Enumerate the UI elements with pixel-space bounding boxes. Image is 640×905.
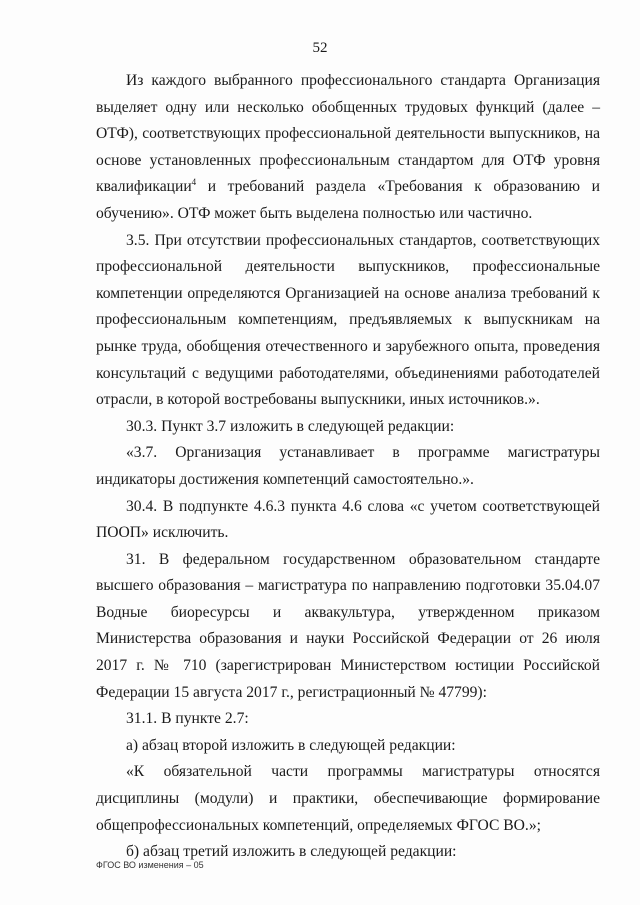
paragraph-30-4: 30.4. В подпункте 4.6.3 пункта 4.6 слова «с учетом соответствующей ПООП» исключить. — [96, 497, 600, 542]
paragraph-30-3: 30.3. Пункт 3.7 изложить в следующей редакции: — [126, 417, 455, 435]
paragraph-3-5: 3.5. При отсутствии профессиональных стандартов, соответствующих профессиональной деятельности выпускников, профессиональные компетенции определяются Организацией на основе анализа требований к профессиональным компетенциям, предъявляемых к выпускникам на рынке труда, обобщения отечественного и зарубежного опыта, проведения консультаций с ведущими работодателями, объединениями работодателей отрасли, в которой востребованы выпускники, иных источников.». — [96, 231, 600, 409]
page-number: 52 — [312, 40, 328, 56]
document-body — [96, 68, 600, 866]
paragraph-otf-selection — [96, 68, 600, 228]
paragraph-3-7-quote: «3.7. Организация устанавливает в программе магистратуры индикаторы достижения компетенций самостоятельно.». — [96, 444, 600, 488]
paragraph-item-a-quote: «К обязательной части программы магистратуры относятся дисциплины (модули) и практики, обеспечивающие формирование общепрофессиональных компетенций, определяемых ФГОС ВО.»; — [96, 763, 600, 834]
footnote-marker: 4 — [191, 177, 197, 188]
page-footer: ФГОС ВО изменения – 05 — [96, 860, 204, 870]
paragraph-item-a: а) абзац второй изложить в следующей редакции: — [126, 736, 456, 754]
paragraph-text-tail: и требований раздела «Требования к образованию и обучению». ОТФ может быть выделена полностью или частично. — [96, 178, 600, 222]
paragraph-31-1: 31.1. В пункте 2.7: — [126, 710, 249, 728]
paragraph-item-b: б) абзац третий изложить в следующей редакции: — [126, 843, 457, 861]
paragraph-31: 31. В федеральном государственном образовательном стандарте высшего образования – магистратура по направлению подготовки 35.04.07 Водные биоресурсы и аквакультура, утвержденном приказом Министерства образования и науки Российской Федерации от 26 июля 2017 г. № 710 (зарегистрирован Министерством юстиции Российской Федерации 15 августа 2017 г., регистрационный № 47799): — [96, 550, 600, 701]
paragraph-text: Из каждого выбранного профессионального стандарта Организация выделяет одну или несколько обобщенных трудовых функций (далее – ОТФ), соответствующих профессиональной деятельности выпускников, на основе установленных профессиональным стандартом для ОТФ уровня квалификации — [96, 72, 600, 196]
